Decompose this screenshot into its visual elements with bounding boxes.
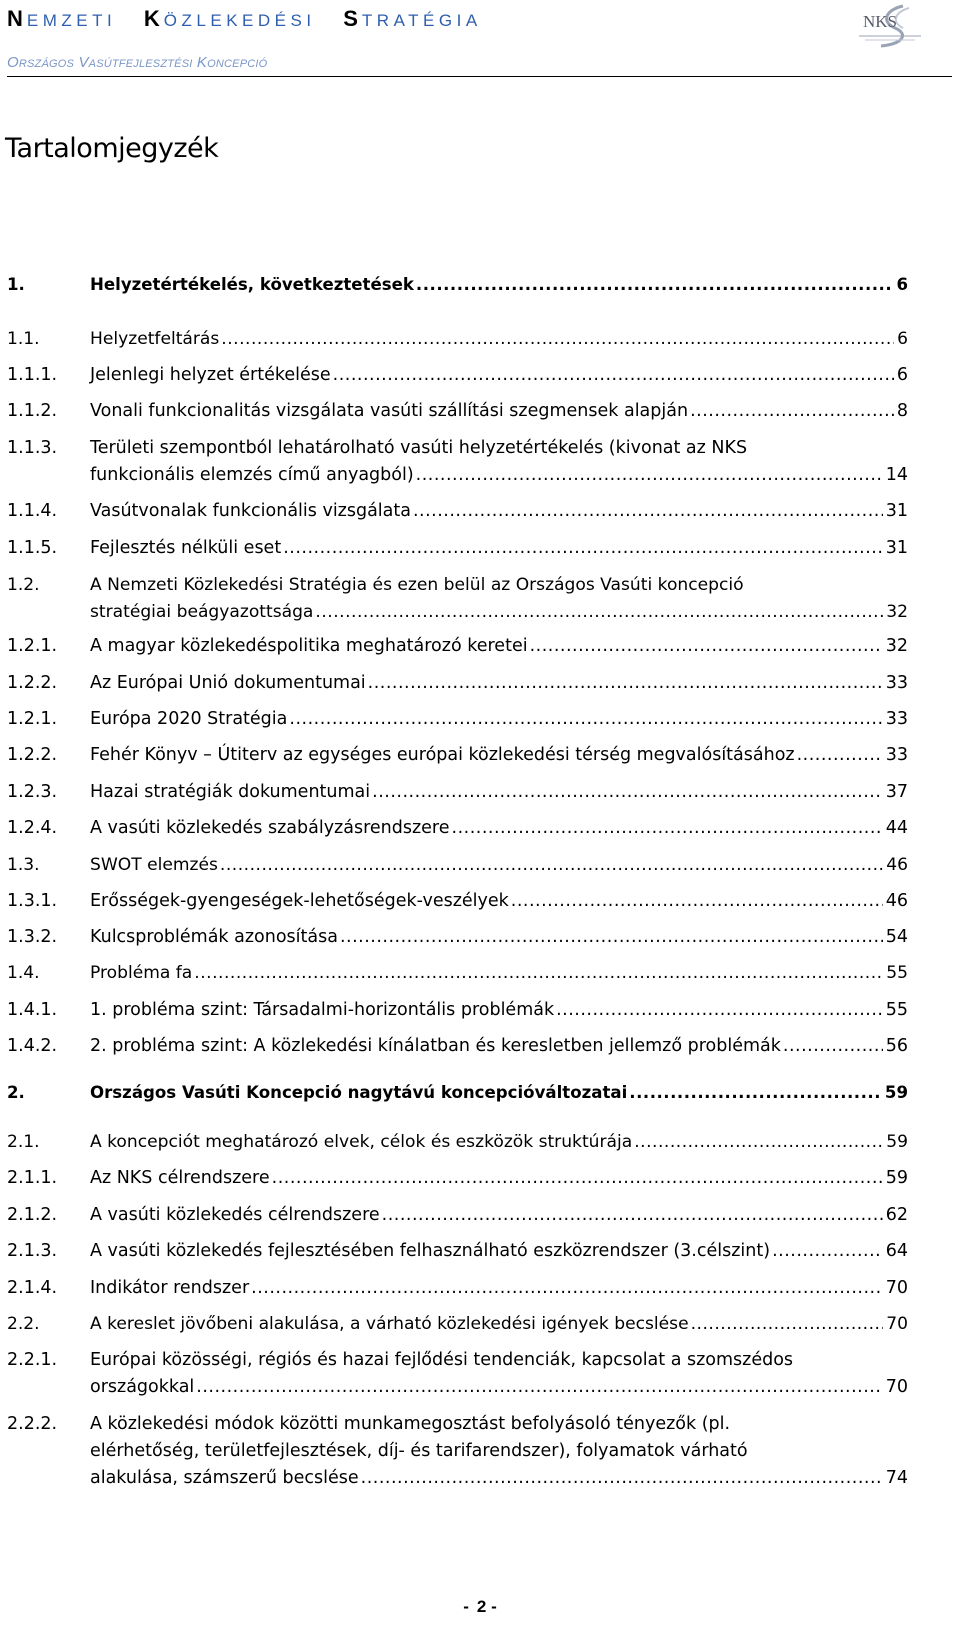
toc-entry-title: A Nemzeti Közlekedési Stratégia és ezen belül az Országos Vasúti koncepció <box>90 575 744 595</box>
toc-entry[interactable] <box>7 1238 908 1265</box>
toc-entry-title: Fehér Könyv – Útiterv az egységes európai közlekedési térség megvalósításához <box>90 745 795 765</box>
toc-entry-title: Vonali funkcionalitás vizsgálata vasúti szállítási szegmensek alapján <box>90 401 689 421</box>
header-rule <box>7 76 952 77</box>
toc-entry-number: 1.1. <box>7 329 40 349</box>
toc-page-number: 59 <box>885 1168 908 1188</box>
toc-entry-title: alakulása, számszerű becslése <box>90 1468 359 1488</box>
toc-entry-number: 2.1.1. <box>7 1168 58 1188</box>
toc-entry-title: A vasúti közlekedés célrendszere <box>90 1205 380 1225</box>
toc-entry-number: 1.1.3. <box>7 438 58 458</box>
toc-entry-number: 2.1. <box>7 1132 40 1152</box>
toc-entry[interactable] <box>7 498 908 525</box>
toc-entry[interactable] <box>7 815 908 842</box>
toc-entry-title: Hazai stratégiák dokumentumai <box>90 782 371 802</box>
toc-page-number: 31 <box>885 538 908 558</box>
toc-entry-title: Fejlesztés nélküli eset <box>90 538 282 558</box>
toc-page-number: 56 <box>885 1036 908 1056</box>
toc-entry[interactable] <box>7 852 908 879</box>
toc-entry-number: 2.1.4. <box>7 1278 58 1298</box>
toc-entry-number: 1.3.1. <box>7 891 58 911</box>
toc-page-number: 70 <box>886 1314 908 1334</box>
toc-entry[interactable] <box>7 670 908 697</box>
toc-leader-dots <box>372 779 883 806</box>
header-title <box>7 6 482 32</box>
toc-page-number: 8 <box>896 401 908 421</box>
toc-entry-number: 1.3. <box>7 855 40 875</box>
toc-entry-title: Helyzetfeltárás <box>90 329 220 349</box>
logo-text: NKS <box>863 12 898 31</box>
toc-entry[interactable] <box>7 779 908 806</box>
toc-entry[interactable] <box>7 271 908 298</box>
toc-leader-dots <box>272 1165 883 1192</box>
toc-entry-number: 1. <box>7 275 25 294</box>
toc-entry-number: 1.3.2. <box>7 927 58 947</box>
toc-leader-dots <box>690 398 894 425</box>
toc-page-number: 44 <box>885 818 908 838</box>
toc-entry-number: 1.2.1. <box>7 636 58 656</box>
toc-leader-dots <box>556 997 883 1024</box>
toc-page-number: 59 <box>884 1083 908 1102</box>
toc-entry-title: A koncepciót meghatározó elvek, célok és eszközök struktúrája <box>90 1132 633 1152</box>
toc-page-number: 6 <box>896 275 908 294</box>
toc-entry-title: A magyar közlekedéspolitika meghatározó keretei <box>90 636 528 656</box>
toc-entry-number: 1.4.1. <box>7 1000 58 1020</box>
toc-entry-number: 2.2. <box>7 1314 40 1334</box>
toc-page-number: 70 <box>885 1377 908 1397</box>
header-word-3: STRATÉGIA <box>343 6 482 31</box>
toc-entry-title: Európa 2020 Stratégia <box>90 709 288 729</box>
toc-leader-dots <box>452 815 883 842</box>
toc-leader-dots <box>416 271 894 298</box>
toc-page-number: 74 <box>885 1468 908 1488</box>
toc-page-number: 31 <box>885 501 908 521</box>
toc-entry-title: SWOT elemzés <box>90 855 218 875</box>
toc-page-number: 54 <box>885 927 908 947</box>
toc-entry[interactable] <box>7 1311 908 1338</box>
toc-leader-dots <box>340 924 883 951</box>
toc-leader-dots <box>413 498 883 525</box>
toc-entry[interactable] <box>7 1347 908 1401</box>
toc-leader-dots <box>315 599 883 626</box>
toc-entry[interactable] <box>7 1275 908 1302</box>
toc-entry-number: 2.1.2. <box>7 1205 58 1225</box>
toc-page-number: 6 <box>897 329 908 349</box>
toc-entry-title: Az NKS célrendszere <box>90 1168 270 1188</box>
toc-entry[interactable] <box>7 326 908 353</box>
toc-entry-title: Helyzetértékelés, következtetések <box>90 275 414 294</box>
toc-entry-number: 1.2.2. <box>7 745 58 765</box>
toc-entry-title: A vasúti közlekedés szabályzásrendszere <box>90 818 450 838</box>
toc-page-number: 33 <box>885 673 908 693</box>
toc-page-number: 46 <box>886 855 908 875</box>
toc-leader-dots <box>196 1374 882 1401</box>
header-word-2: KÖZLEKEDÉSI <box>143 6 316 31</box>
toc-leader-dots <box>634 1129 883 1156</box>
toc-entry-number: 1.2.2. <box>7 673 58 693</box>
toc-page-number: 55 <box>886 963 908 983</box>
toc-entry-number: 1.2.4. <box>7 818 58 838</box>
toc-entry[interactable] <box>7 706 908 733</box>
page-title: Tartalomjegyzék <box>5 133 219 164</box>
toc-leader-dots <box>530 633 883 660</box>
toc-entry-number: 1.2.3. <box>7 782 58 802</box>
toc-entry[interactable] <box>7 997 908 1024</box>
toc-entry-number: 1.1.4. <box>7 501 58 521</box>
toc-leader-dots <box>251 1275 883 1302</box>
toc-entry-title: Az Európai Unió dokumentumai <box>90 673 366 693</box>
toc-page-number: 14 <box>885 465 908 485</box>
toc-entry-title: Erősségek-gyengeségek-lehetőségek-veszélyek <box>90 891 509 911</box>
toc-leader-dots <box>289 706 882 733</box>
toc-page-number: 59 <box>886 1132 908 1152</box>
toc-entry-title: Indikátor rendszer <box>90 1278 250 1298</box>
toc-page-number: 6 <box>896 365 908 385</box>
toc-leader-dots <box>629 1079 882 1106</box>
toc-entry-title: Probléma fa <box>90 963 193 983</box>
toc-entry[interactable] <box>7 742 908 769</box>
toc-leader-dots <box>361 1465 883 1492</box>
toc-entry-number: 1.4.2. <box>7 1036 58 1056</box>
toc-entry[interactable] <box>7 888 908 915</box>
toc-leader-dots <box>333 362 894 389</box>
toc-entry-number: 1.2.1. <box>7 709 58 729</box>
toc-entry-title: A közlekedési módok közötti munkamegosztást befolyásoló tényezők (pl. <box>90 1414 731 1434</box>
toc-page-number: 32 <box>885 636 908 656</box>
toc-leader-dots <box>368 670 883 697</box>
toc-entry-title: Jelenlegi helyzet értékelése <box>90 365 331 385</box>
toc-entry-number: 1.1.5. <box>7 538 58 558</box>
toc-entry[interactable] <box>7 1411 908 1492</box>
toc-entry[interactable] <box>7 398 908 425</box>
toc-entry[interactable] <box>7 1079 908 1106</box>
toc-entry-number: 2.2.2. <box>7 1414 58 1434</box>
toc-leader-dots <box>797 742 883 769</box>
toc-entry-title: stratégiai beágyazottsága <box>90 602 314 622</box>
page-number: 2 <box>476 1597 487 1616</box>
header-word-1: NEMZETI <box>7 6 117 31</box>
toc-entry-title: Kulcsproblémák azonosítása <box>90 927 338 947</box>
toc-entry[interactable] <box>7 1129 908 1156</box>
toc-leader-dots <box>416 462 883 489</box>
toc-leader-dots <box>283 535 883 562</box>
toc-entry[interactable] <box>7 1165 908 1192</box>
toc-leader-dots <box>221 326 894 353</box>
toc-entry-title: 1. probléma szint: Társadalmi-horizontális problémák <box>90 1000 555 1020</box>
toc-entry[interactable] <box>7 633 908 660</box>
toc-leader-dots <box>511 888 883 915</box>
toc-entry-number: 2. <box>7 1083 25 1102</box>
toc-entry-title: Országos Vasúti Koncepció nagytávú koncepcióváltozatai <box>90 1083 628 1102</box>
toc-entry-number: 2.2.1. <box>7 1350 58 1370</box>
toc-entry-number: 1.4. <box>7 963 40 983</box>
toc-leader-dots <box>772 1238 883 1265</box>
toc-page-number: 64 <box>885 1241 908 1261</box>
toc-page-number: 46 <box>885 891 908 911</box>
toc-leader-dots <box>691 1311 884 1338</box>
toc-leader-dots <box>783 1033 883 1060</box>
toc-entry-title: elérhetőség, területfejlesztések, díj- és tarifarendszer), folyamatok várható <box>90 1441 748 1461</box>
page-footer: - 2 - <box>463 1597 497 1616</box>
toc-entry[interactable] <box>7 1033 908 1060</box>
header-subtitle: ORSZÁGOS VASÚTFEJLESZTÉSI KONCEPCIÓ <box>7 54 268 71</box>
toc-entry[interactable] <box>7 435 908 489</box>
toc-leader-dots <box>220 852 883 879</box>
toc-leader-dots <box>194 960 883 987</box>
toc-entry-number: 2.1.3. <box>7 1241 58 1261</box>
toc-entry[interactable] <box>7 1202 908 1229</box>
toc-page-number: 55 <box>885 1000 908 1020</box>
toc-page-number: 70 <box>885 1278 908 1298</box>
toc-entry-title: Területi szempontból lehatárolható vasúti helyzetértékelés (kivonat az NKS <box>90 438 748 458</box>
toc-leader-dots <box>382 1202 883 1229</box>
toc-entry[interactable] <box>7 960 908 987</box>
toc-page-number: 32 <box>886 602 908 622</box>
toc-entry-title: Vasútvonalak funkcionális vizsgálata <box>90 501 411 521</box>
toc-entry[interactable] <box>7 535 908 562</box>
nks-logo <box>851 2 927 48</box>
toc-entry-title: A vasúti közlekedés fejlesztésében felhasználható eszközrendszer (3.célszint) <box>90 1241 771 1261</box>
toc-entry[interactable] <box>7 362 908 389</box>
toc-page-number: 37 <box>885 782 908 802</box>
toc-entry-number: 1.1.1. <box>7 365 58 385</box>
toc-entry[interactable] <box>7 924 908 951</box>
toc-entry-title: A kereslet jövőbeni alakulása, a várható közlekedési igények becslése <box>90 1314 689 1334</box>
toc-page-number: 62 <box>885 1205 908 1225</box>
toc-entry-title: országokkal <box>90 1377 195 1397</box>
toc-page-number: 33 <box>885 709 908 729</box>
toc-entry[interactable] <box>7 572 908 626</box>
toc-entry-title: 2. probléma szint: A közlekedési kínálatban és keresletben jellemző problémák <box>90 1036 781 1056</box>
toc-entry-number: 1.2. <box>7 575 40 595</box>
toc-page-number: 33 <box>885 745 908 765</box>
toc-entry-number: 1.1.2. <box>7 401 58 421</box>
toc-entry-title: Európai közösségi, régiós és hazai fejlődési tendenciák, kapcsolat a szomszédos <box>90 1350 794 1370</box>
toc-entry-title: funkcionális elemzés című anyagból) <box>90 465 414 485</box>
